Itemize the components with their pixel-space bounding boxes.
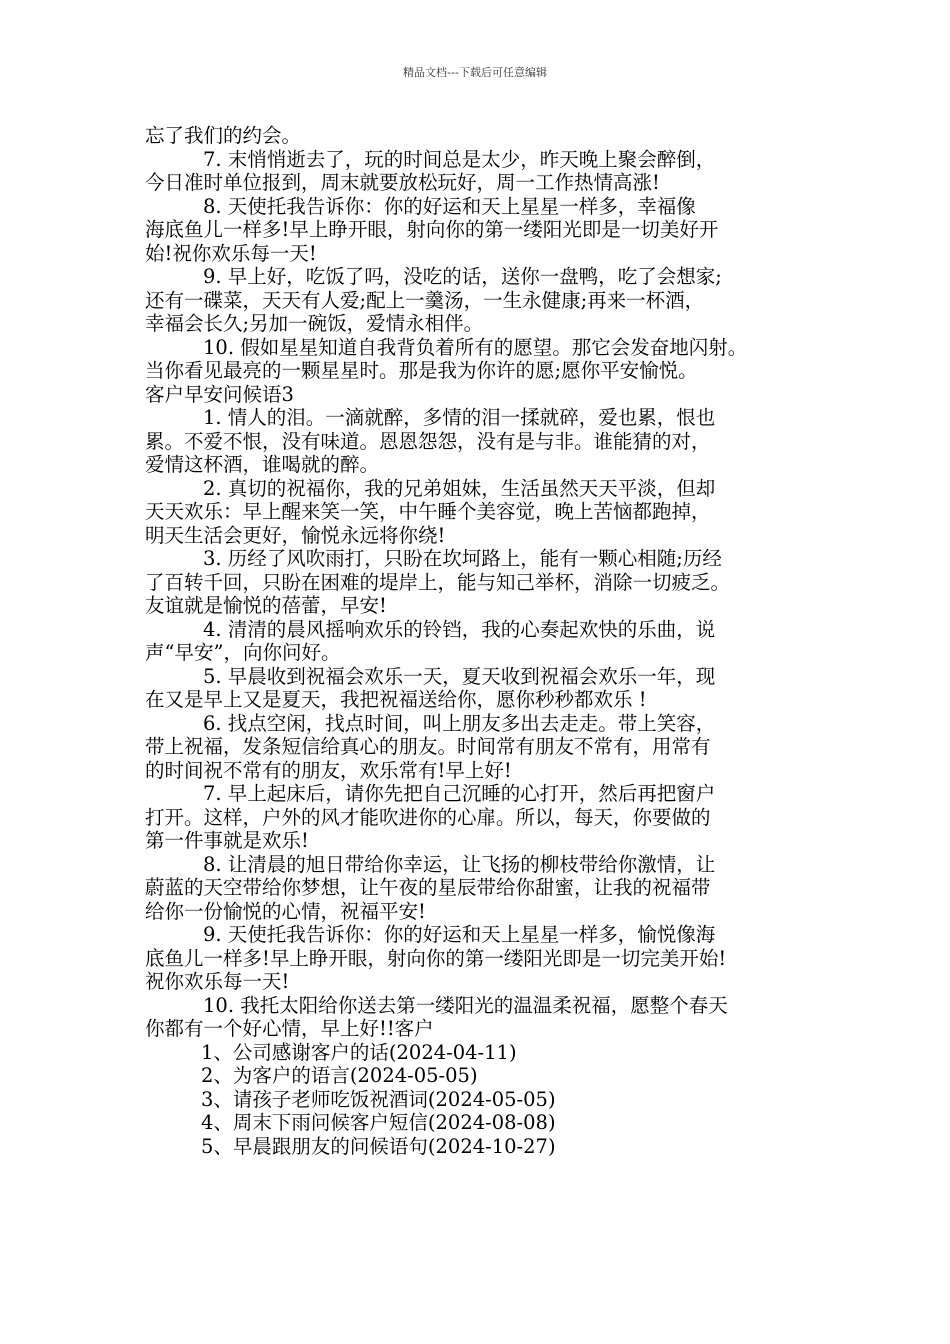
- text-line: 在又是早上又是夏天，我把祝福送给你，愿你秒秒都欢乐 !: [145, 688, 647, 711]
- text-line: 7. 早上起床后，请你先把自己沉睡的心打开，然后再把窗户: [203, 782, 716, 805]
- text-line: 8. 天使托我告诉你：你的好运和天上星星一样多，幸福像: [203, 194, 696, 218]
- text-line: 9. 早上好，吃饭了吗，没吃的话，送你一盘鸭，吃了会想家;: [203, 265, 722, 288]
- text-line: 祝你欢乐每一天!: [145, 970, 290, 993]
- text-line: 打开。这样，户外的风才能吹进你的心扉。所以，每天，你要做的: [145, 805, 711, 829]
- text-line: 4. 清清的晨风摇响欢乐的铃铛，我的心奏起欢快的乐曲，说: [203, 617, 716, 641]
- text-line: 底鱼儿一样多!早上睁开眼，射向你的第一缕阳光即是一切完美开始!: [145, 946, 727, 970]
- text-line: 蔚蓝的天空带给你梦想，让午夜的星辰带给你甜蜜，让我的祝福带: [145, 876, 711, 899]
- related-article-link[interactable]: 4、周末下雨问候客户短信(2024-08-08): [201, 1111, 556, 1134]
- text-line: 7. 末悄悄逝去了，玩的时间总是太少，昨天晚上聚会醉倒，: [203, 147, 716, 171]
- text-line: 6. 找点空闲，找点时间，叫上朋友多出去走走。带上笑容，: [203, 711, 716, 735]
- text-line: 8. 让清晨的旭日带给你幸运，让飞扬的柳枝带给你激情，让: [203, 852, 716, 876]
- text-line: 天天欢乐：早上醒来笑一笑，中午睡个美容觉，晚上苦恼都跑掉，: [145, 500, 711, 523]
- text-line: 的时间祝不常有的朋友，欢乐常有!早上好!: [145, 758, 512, 782]
- text-line: 3. 历经了风吹雨打，只盼在坎坷路上，能有一颗心相随;历经: [203, 547, 722, 570]
- text-line: 第一件事就是欢乐!: [145, 829, 309, 852]
- text-line: 明天生活会更好，愉悦永远将你绕!: [145, 523, 446, 547]
- text-line: 爱情这杯酒，谁喝就的醉。: [145, 453, 380, 476]
- text-line: 声“早安”，向你问好。: [145, 641, 341, 664]
- text-line: 今日准时单位报到，周末就要放松玩好，周一工作热情高涨!: [145, 171, 660, 194]
- page-header: 精品文档---下载后可任意编辑: [403, 66, 547, 79]
- related-article-link[interactable]: 5、早晨跟朋友的问候语句(2024-10-27): [201, 1134, 556, 1158]
- text-line: 2. 真切的祝福你，我的兄弟姐妹，生活虽然天天平淡，但却: [203, 476, 716, 500]
- text-line: 10. 假如星星知道自我背负着所有的愿望。那它会发奋地闪射。: [203, 335, 748, 359]
- text-line: 当你看见最亮的一颗星星时。那是我为你许的愿;愿你平安愉悦。: [145, 359, 698, 382]
- text-line: 海底鱼儿一样多!早上睁开眼，射向你的第一缕阳光即是一切美好开: [145, 218, 719, 241]
- related-article-link[interactable]: 3、请孩子老师吃饭祝酒词(2024-05-05): [201, 1087, 556, 1111]
- text-line: 幸福会长久;另加一碗饭，爱情永相伴。: [145, 312, 484, 335]
- text-line: 客户早安问候语3: [145, 382, 294, 406]
- related-article-link[interactable]: 2、为客户的语言(2024-05-05): [201, 1064, 478, 1087]
- text-line: 始!祝你欢乐每一天!: [145, 241, 317, 265]
- related-articles-list: [145, 1041, 810, 1159]
- text-line: 5. 早晨收到祝福会欢乐一天，夏天收到祝福会欢乐一年，现: [203, 664, 716, 688]
- paragraph-lines: [145, 124, 810, 1041]
- text-line: 给你一份愉悦的心情，祝福平安!: [145, 899, 426, 923]
- text-line: 忘了我们的约会。: [145, 124, 302, 147]
- text-line: 友谊就是愉悦的蓓蕾，早安!: [145, 594, 387, 617]
- text-line: 累。不爱不恨，没有味道。恩恩怨怨，没有是与非。谁能猜的对，: [145, 429, 711, 453]
- related-article-link[interactable]: 1、公司感谢客户的话(2024-04-11): [201, 1040, 517, 1064]
- text-line: 你都有一个好心情，早上好!!客户: [145, 1017, 434, 1040]
- text-line: 带上祝福，发条短信给真心的朋友。时间常有朋友不常有，用常有: [145, 735, 711, 758]
- text-line: 9. 天使托我告诉你：你的好运和天上星星一样多，愉悦像海: [203, 923, 716, 946]
- text-line: 10. 我托太阳给你送去第一缕阳光的温温柔祝福，愿整个春天: [203, 993, 728, 1017]
- text-line: 1. 情人的泪。一滴就醉，多情的泪一揉就碎，爱也累，恨也: [203, 406, 716, 429]
- text-line: 了百转千回，只盼在困难的堤岸上，能与知己举杯，消除一切疲乏。: [145, 570, 731, 594]
- document-body: [145, 124, 810, 1158]
- text-line: 还有一碟菜，天天有人爱;配上一羹汤，一生永健康;再来一杯酒，: [145, 288, 705, 312]
